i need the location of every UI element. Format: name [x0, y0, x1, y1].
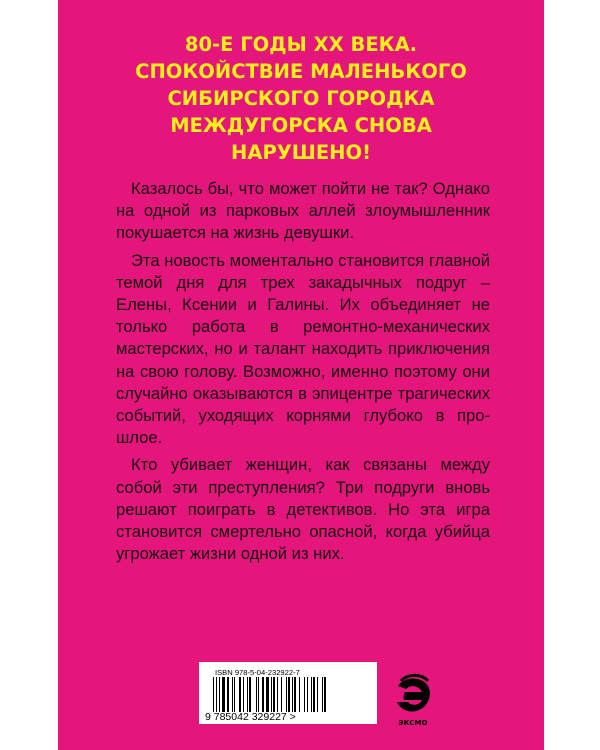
barcode-bar [243, 677, 244, 712]
blurb-paragraph: Кто убивает женщин, как связаны между собой эти преступления? Три подруги вновь решают поиграть в детективов. Но эта игра становится смертельно опасной, когда убийца угрожает жизни одной из них. [116, 455, 490, 564]
isbn-label: ISBN 978-5-04-232922-7 [215, 668, 300, 677]
barcode-bar [322, 677, 323, 712]
barcode-bar [219, 677, 220, 712]
eksmo-logo [390, 672, 436, 730]
headline-line: СИБИРСКОГО ГОРОДКА [167, 87, 435, 110]
barcode-bar [313, 677, 315, 712]
headline [58, 31, 544, 166]
logo-text: ЭКСМО [398, 719, 428, 727]
barcode-bar [273, 677, 275, 712]
blurb-paragraph: Эта новость моментально становится главной темой дня для трех закадычных подруг – Елены, Ксении и Галины. Их объединяет не только работа в ремонтно-механических мастерских, но и талант находить приключения на свою голову. Возможно, именно поэтому они случайно оказываются в эпицентре трагических событий, уходящих корнями глубоко в прошлое. [116, 250, 490, 448]
barcode-bar [324, 677, 326, 712]
headline-line: СПОКОЙСТВИЕ МАЛЕНЬКОГО [135, 60, 467, 83]
barcode-bar [281, 677, 282, 712]
barcode-bars [213, 677, 365, 712]
barcode-bar [277, 677, 278, 712]
barcode-bar [294, 677, 296, 712]
barcode-bar [239, 677, 241, 712]
blurb [116, 178, 490, 565]
headline-line: НАРУШЕНО! [231, 141, 371, 164]
barcode-bar [234, 677, 235, 712]
barcode-bar [256, 677, 257, 712]
barcode-bar [247, 677, 248, 712]
barcode-bar [286, 677, 287, 712]
barcode-bar [266, 677, 269, 712]
barcode-bar [311, 677, 312, 712]
barcode-bar [288, 677, 290, 712]
barcode-bar [258, 677, 259, 712]
barcode-bar [213, 677, 214, 712]
blurb-paragraph: Казалось бы, что может пойти не так? Однако на одной из парковых аллей злоумышленник покушается на жизнь девушки. [116, 179, 490, 243]
eksmo-logo-icon [390, 672, 436, 718]
barcode-bar [317, 677, 318, 712]
barcode-bar [249, 677, 251, 712]
barcode-bar [227, 677, 229, 712]
barcode-bar [299, 677, 300, 712]
barcode-bar [271, 677, 272, 712]
headline-line: 80-Е ГОДЫ ХХ ВЕКА. [184, 33, 418, 56]
barcode-bar [304, 677, 305, 712]
barcode-bar [307, 677, 308, 712]
back-cover [58, 0, 544, 750]
barcode-bar [292, 677, 293, 712]
barcode-digits: 9 785042 329227 > [205, 711, 296, 723]
barcode-bar [232, 677, 233, 712]
barcode-bar [262, 677, 264, 712]
barcode-bar [216, 677, 217, 712]
headline-line: МЕЖДУГОРСКА СНОВА [170, 114, 432, 137]
barcode-bar [222, 677, 225, 712]
barcode-box [199, 662, 377, 724]
